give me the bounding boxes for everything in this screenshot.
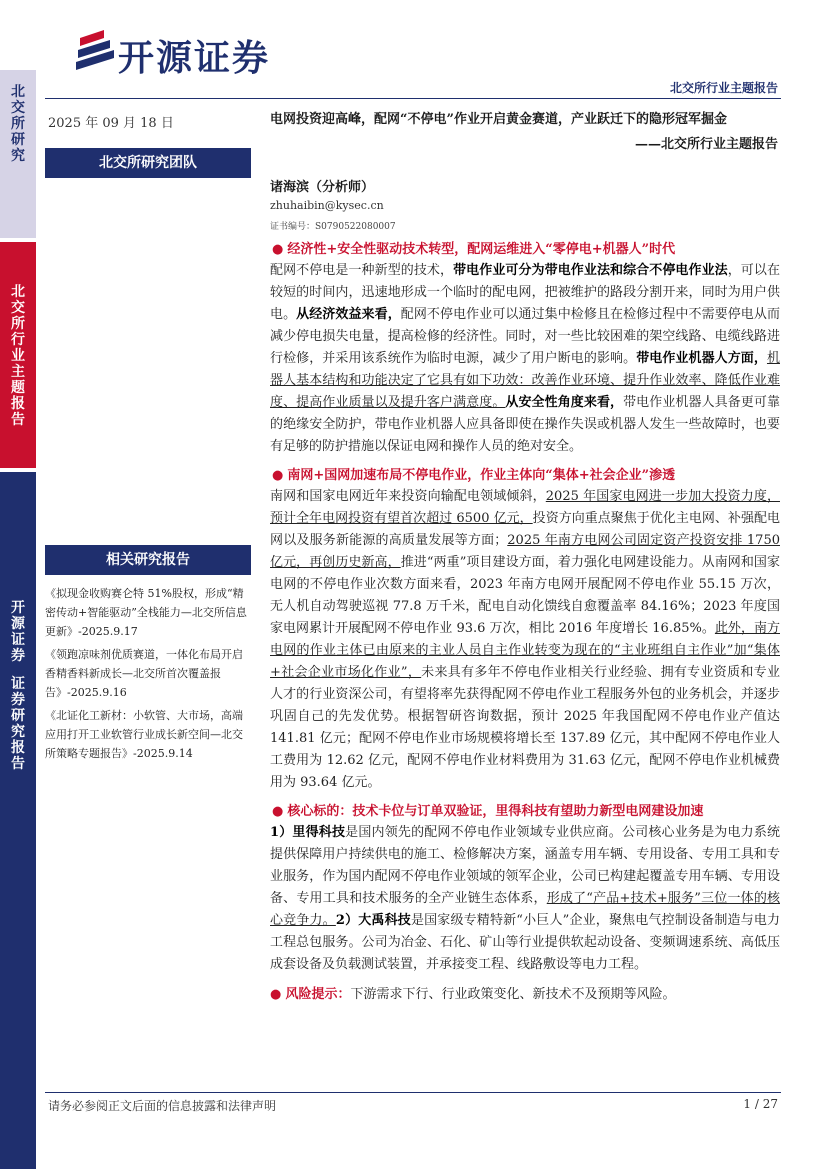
section-body-1: 配网不停电是一种新型的技术，带电作业可分为带电作业法和综合不停电作业法，可以在较短的时间内，迅速地形成一个临时的配电网，把被维护的路段分割开来，同时为用户供电。从经济效益来看，配网不停电作业可以通过集中检修且在检修过程中不需要停电从而减少停电损失电量，提高检修的经济性。同时，对一些比较困难的架空线路、电缆线路进行检修，并采用该系统作为临时电源，减少了用户断电的影响。带电作业机器人方面，机器人基本结构和功能决定了它具有如下功效：改善作业环境、提升作业效率、降低作业难度、提高作业质量以及提升客户满意度。从安全性角度来看，带电作业机器人具备更可靠的绝缘安全防护，带电作业机器人应具备即使在操作失误或机器人发生一些故障时，也要有足够的防护措施以保证电网和操作人员的绝对安全。 <box>270 263 780 454</box>
edge-tab-brand-label-b: 证 券 研 究 报 告 <box>11 676 25 772</box>
section-heading-2: ● 南网+国网加速布局不停电作业，作业主体向“集体+社会企业”渗透 <box>272 468 676 483</box>
section-heading-1: ● 经济性+安全性驱动技术转型，配网运维进入“零停电+机器人”时代 <box>272 242 676 257</box>
related-reports-list <box>45 584 253 767</box>
analyst-email[interactable]: zhuhaibin@kysec.cn <box>270 199 384 212</box>
footer-disclaimer[interactable]: 请务必参阅正文后面的信息披露和法律声明 <box>48 1099 277 1113</box>
analyst-name: 诸海滨（分析师） <box>270 180 375 195</box>
team-label: 北交所研究团队 <box>45 148 251 178</box>
risk-label: 风险提示： <box>285 987 351 1002</box>
section-heading-3: ● 核心标的：技术卡位与订单双验证，里得科技有望助力新型电网建设加速 <box>272 804 704 819</box>
logo-mark-icon <box>74 28 120 76</box>
header-divider <box>45 98 781 99</box>
edge-tab-brand-label-a: 开 源 证 券 <box>11 600 25 664</box>
risk-text: 下游需求下行、行业政策变化、新技术不及预期等风险。 <box>350 987 676 1002</box>
risk-note <box>270 984 780 1006</box>
report-subtitle: ——北交所行业主题报告 <box>634 137 778 152</box>
report-category: 北交所行业主题报告 <box>669 81 778 95</box>
analyst-cert: 证书编号：S0790522080007 <box>270 222 396 232</box>
report-title: 电网投资迎高峰，配网“不停电”作业开启黄金赛道，产业跃迁下的隐形冠军掘金 <box>270 112 727 127</box>
related-reports-label: 相关研究报告 <box>45 545 251 575</box>
bullet-icon: ● <box>270 987 282 1002</box>
related-report-item[interactable]: 《拟现金收购赛仑特 51%股权，形成“精密传动+智能驱动”全栈能力—北交所信息更新》-2025.9.17 <box>45 587 247 638</box>
bullet-icon: ● <box>272 804 284 819</box>
page-number: 1 / 27 <box>743 1097 778 1111</box>
bullet-icon: ● <box>272 242 284 257</box>
logo-text: 开源证券 <box>118 38 271 79</box>
edge-tab-brand <box>0 472 36 1169</box>
main-body <box>270 240 780 1006</box>
footer-divider <box>45 1092 781 1093</box>
bullet-icon: ● <box>272 468 284 483</box>
section-body-2: 南网和国家电网近年来投资向输配电领域倾斜，2025 年国家电网进一步加大投资力度，预计全年电网投资有望首次超过 6500 亿元，投资方向重点聚焦于优化主电网、补强配电网以及服务新能源的高质量发展等方面；2025 年南方电网公司固定资产投资安排 1750 亿元，再创历史新高，推进“两重”项目建设方面，着力强化电网建设能力。从南网和国家电网的不停电作业次数方面来看，2023 年南方电网开展配网不停电作业 55.15 万次，无人机自动驾驶巡视 77.8 万千米，配电自动化馈线自愈覆盖率 84.16%；2023 年度国家电网累计开展配网不停电作业 93.6 万次，相比 2016 年度增长 16.85%。此外，南方电网的作业主体已由原来的主业人员自主作业转变为现在的“主业班组自主作业”加“集体+社会企业市场化作业”，未来具有多年不停电作业相关行业经验、拥有专业资质和专业人才的行业资深公司，有望将率先获得配网不停电作业工程服务外包的业务机会，并逐步巩固自己的先发优势。根据智研咨询数据，预计 2025 年我国配网不停电作业产值达 141.81 亿元；配网不停电作业市场规模将增长至 137.89 亿元，其中配网不停电作业人工费用为 12.62 亿元，配网不停电作业材料费用为 31.63 亿元，配网不停电作业机械费用为 93.64 亿元。 <box>270 489 780 790</box>
section-body-3: 1）里得科技是国内领先的配网不停电作业领域专业供应商。公司核心业务是为电力系统提供保障用户持续供电的施工、检修解决方案，涵盖专用车辆、专用设备、专用工具和专业服务，作为国内配网不停电作业领域的领军企业，公司已构建起覆盖专用车辆、专用设备、专用工具和技术服务的全产业链生态体系，形成了“产品+技术+服务”三位一体的核心竞争力。2）大禹科技是国家级专精特新“小巨人”企业，聚焦电气控制设备制造与电力工程总包服务。公司为冶金、石化、矿山等行业提供软起动设备、变频调速系统、高低压成套设备及负载测试装置，并承接变工程、线路敷设等电力工程。 <box>270 825 780 972</box>
related-report-item[interactable]: 《北证化工新材：小软管、大市场，高端应用打开工业软管行业成长新空间—北交所策略专题报告》-2025.9.14 <box>45 709 243 760</box>
report-date: 2025 年 09 月 18 日 <box>48 116 174 131</box>
related-report-item[interactable]: 《领跑凉味剂优质赛道，一体化布局开启香精香料新成长—北交所首次覆盖报告》-2025.9.16 <box>45 648 243 699</box>
edge-tab-research-label: 北 交 所 研 究 <box>11 84 25 164</box>
edge-tab-report-type-label: 北 交 所 行 业 主 题 报 告 <box>11 284 25 428</box>
